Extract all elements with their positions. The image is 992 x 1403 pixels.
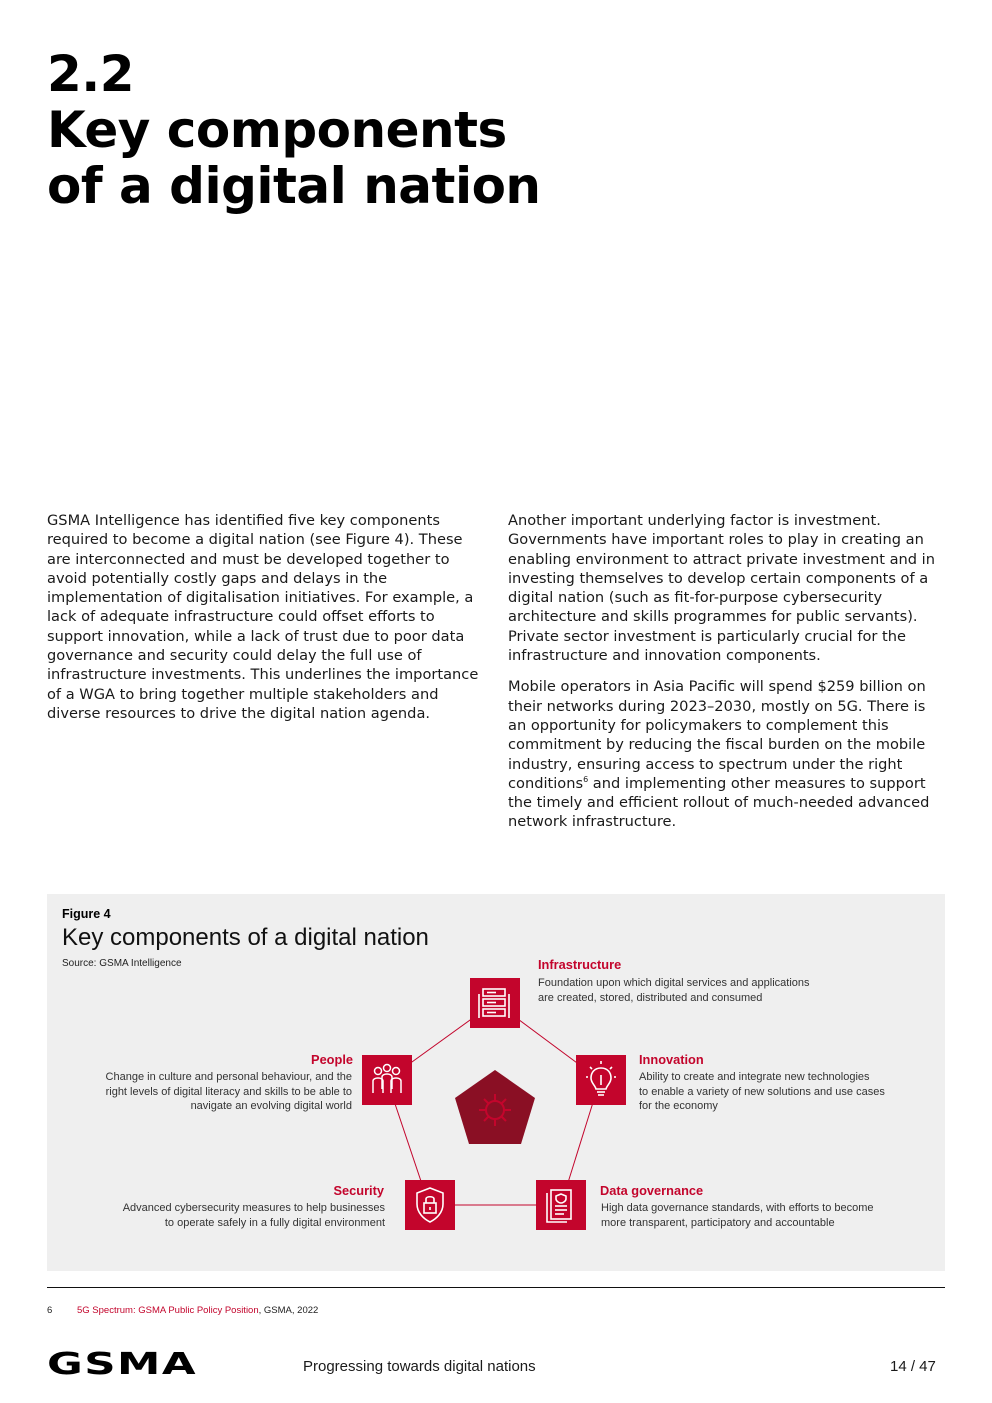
footnote-rest: , GSMA, 2022 [258, 1305, 319, 1316]
shield-lock-icon [405, 1180, 455, 1230]
security-desc [65, 1201, 385, 1230]
paragraph-text: and implementing other measures to support the timely and efficient rollout of much-needed advanced network infrastructure. [508, 774, 930, 831]
desc-line: to operate safely in a fully digital environment [164, 1216, 385, 1229]
people-icon [362, 1055, 412, 1105]
desc-line: navigate an evolving digital world [190, 1100, 352, 1113]
desc-line: Foundation upon which digital services and applications [538, 977, 810, 989]
body-column-right [508, 511, 944, 844]
people-node[interactable] [362, 1055, 412, 1105]
gsma-logo [47, 1349, 199, 1377]
body-paragraph: GSMA Intelligence has identified five key components required to become a digital nation (see Figure 4). These are interconnected and must be developed together to avoid potentially costly gaps and delays in the implementation of digitalisation initiatives. For example, a lack of adequate infrastructure could offset efforts to support innovation, while a lack of trust due to poor data governance and security could delay the full use of infrastructure investments. This underlines the importance of a WGA to bring together multiple stakeholders and diverse resources to drive the digital nation agenda. [47, 512, 479, 722]
desc-line: for the economy [639, 1100, 718, 1113]
footer-title: Progressing towards digital nations [303, 1358, 536, 1375]
data-governance-node[interactable] [536, 1180, 586, 1230]
people-title: People [311, 1052, 353, 1067]
desc-line: Advanced cybersecurity measures to help businesses [122, 1202, 385, 1214]
desc-line: High data governance standards, with efforts to become [601, 1202, 874, 1214]
paragraph-text: Mobile operators in Asia Pacific will spend $259 billion on their networks during 2023–2030, mostly on 5G. There is an opportunity for policymakers to complement this commitment by reducing the fiscal burden on the mobile industry, ensuring access to spectrum under the right conditions [508, 678, 926, 792]
footnote-ref[interactable]: 6 [583, 774, 589, 784]
footnote-divider [47, 1287, 945, 1288]
innovation-title: Innovation [639, 1052, 704, 1067]
infrastructure-title: Infrastructure [538, 957, 622, 972]
infrastructure-desc [538, 976, 810, 1005]
desc-line: to enable a variety of new solutions and use cases [639, 1085, 885, 1098]
desc-line: more transparent, participatory and accountable [601, 1216, 835, 1229]
desc-line: right levels of digital literacy and skills to be able to [105, 1085, 352, 1098]
figure-title: Key components of a digital nation [62, 924, 429, 951]
footnote-number: 6 [47, 1305, 53, 1316]
center-pentagon-icon [453, 1068, 537, 1148]
desc-line: are created, stored, distributed and consumed [538, 991, 763, 1004]
security-title: Security [333, 1183, 384, 1198]
lightbulb-icon [576, 1055, 626, 1105]
server-icon [470, 978, 520, 1028]
section-heading [47, 46, 541, 214]
section-title-line2: of a digital nation [47, 157, 541, 215]
desc-line: Change in culture and personal behaviour, and the [105, 1071, 352, 1083]
section-number: 2.2 [47, 45, 135, 103]
body-column-left [47, 511, 479, 735]
innovation-desc [639, 1070, 885, 1114]
footnote-text [77, 1305, 318, 1316]
section-title-line1: Key components [47, 101, 507, 159]
data-governance-title: Data governance [600, 1183, 704, 1198]
figure-label: Figure 4 [62, 907, 111, 921]
people-desc [62, 1070, 352, 1114]
security-node[interactable] [405, 1180, 455, 1230]
data-governance-desc [601, 1201, 874, 1230]
svg-text:GSMA: GSMA [47, 1349, 197, 1377]
figure-source: Source: GSMA Intelligence [62, 958, 182, 969]
page-number: 14 / 47 [890, 1358, 936, 1375]
innovation-node[interactable] [576, 1055, 626, 1105]
body-paragraph: Another important underlying factor is investment. Governments have important roles to play in creating an enabling environment to attract private investment and in investing themselves to develop certain components of a digital nation (such as fit-for-purpose cybersecurity architecture and skills programmes for public servants). Private sector investment is particularly crucial for the infrastructure and innovation components. [508, 512, 935, 665]
footnote-link[interactable]: 5G Spectrum: GSMA Public Policy Position [77, 1305, 259, 1316]
figure-panel [47, 894, 945, 1271]
body-paragraph [508, 677, 944, 831]
desc-line: Ability to create and integrate new technologies [639, 1071, 870, 1083]
infrastructure-node[interactable] [470, 978, 520, 1028]
document-icon [536, 1180, 586, 1230]
